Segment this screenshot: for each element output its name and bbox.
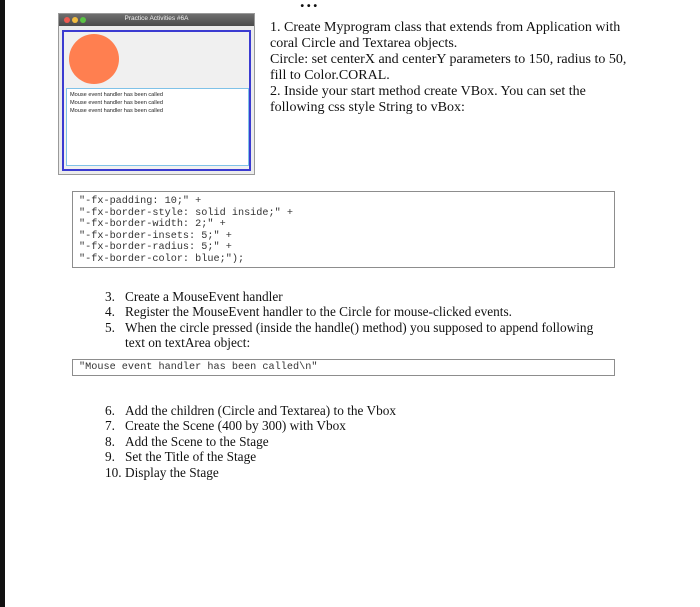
text-area [66, 88, 249, 166]
step-1: 1. Create Myprogram class that extends from Application with coral Circle and Textarea objects. [270, 20, 621, 51]
window-title: Practice Activities #6A [124, 15, 189, 22]
coral-circle [69, 34, 119, 84]
steps-list-b [105, 403, 505, 480]
steps-list-a [105, 289, 615, 351]
textarea-line: Mouse event handler has been called [70, 100, 163, 106]
app-window-screenshot [58, 13, 255, 175]
item-number: 8. [105, 433, 115, 449]
code-line: "-fx-border-style: solid inside;" + [79, 207, 293, 219]
header-fragment: ... [300, 0, 320, 11]
circle-params: Circle: set centerX and centerY parameters to 150, radius to 50, fill to Color.CORAL. [270, 52, 627, 83]
list-item [105, 418, 505, 433]
code-line: "-fx-border-insets: 5;" + [79, 230, 232, 242]
code-line: "-fx-border-radius: 5;" + [79, 242, 232, 254]
item-text: Create a MouseEvent handler [125, 289, 283, 304]
item-number: 6. [105, 403, 115, 418]
list-item [105, 320, 615, 351]
item-number: 10. [105, 464, 122, 480]
item-text: Create the Scene (400 by 300) with Vbox [125, 418, 346, 434]
item-number: 9. [105, 449, 115, 465]
item-number: 5. [105, 319, 115, 335]
item-text: Register the MouseEvent handler to the Circle for mouse-clicked events. [125, 304, 512, 320]
step-2: 2. Inside your start method create VBox. You can set the following css style String to vBox: [270, 84, 586, 115]
page-edge [0, 0, 5, 607]
list-item [105, 434, 505, 449]
list-item [105, 304, 615, 319]
css-style-code [72, 191, 615, 268]
textarea-line: Mouse event handler has been called [70, 92, 163, 98]
list-item [105, 403, 505, 418]
code-line: "-fx-border-color: blue;"); [79, 253, 245, 265]
item-number: 3. [105, 289, 115, 304]
item-text: When the circle pressed (inside the handle() method) you supposed to append following text on textArea object: [125, 319, 594, 351]
item-text: Set the Title of the Stage [125, 449, 257, 465]
vbox-container [62, 30, 251, 171]
item-number: 7. [105, 418, 115, 434]
append-text-code: "Mouse event handler has been called\n" [72, 359, 615, 376]
list-item [105, 449, 505, 464]
item-number: 4. [105, 304, 115, 320]
instruction-text [270, 20, 630, 116]
item-text: Add the children (Circle and Textarea) to the Vbox [125, 403, 397, 418]
textarea-line: Mouse event handler has been called [70, 108, 163, 114]
item-text: Add the Scene to the Stage [125, 433, 269, 449]
code-line: "-fx-padding: 10;" + [79, 196, 202, 207]
list-item [105, 465, 505, 480]
item-text: Display the Stage [125, 464, 219, 480]
list-item [105, 289, 615, 304]
code-line: "-fx-border-width: 2;" + [79, 219, 226, 231]
window-titlebar [59, 14, 254, 26]
